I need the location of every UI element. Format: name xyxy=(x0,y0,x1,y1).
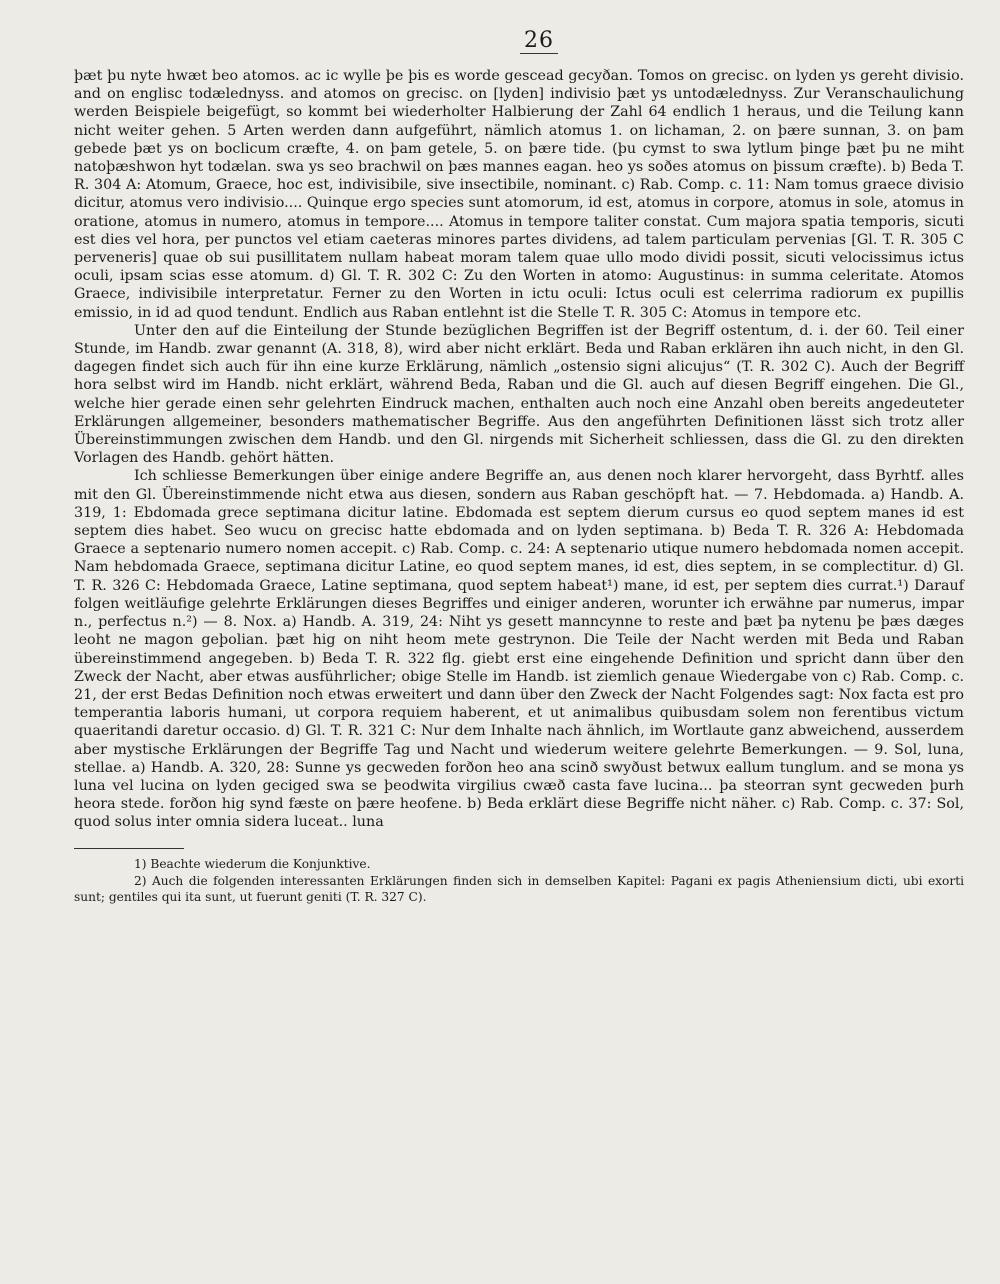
footnote-divider xyxy=(74,848,184,849)
paragraph-2: Unter den auf die Einteilung der Stunde bezüglichen Begriffen ist der Begriff ostentum, d. i. der 60. Teil einer Stunde, im Handb. zwar genannt (A. 318, 8), wird aber nicht erklärt. Beda und Raban erklären ihn auch nicht, in den Gl. dagegen findet sich auch für ihn eine kurze Erklärung, nämlich „ostensio signi alicujus“ (T. R. 302 C). Auch der Begriff hora selbst wird im Handb. nicht erklärt, während Beda, Raban und die Gl. auch auf diesen Begriff eingehen. Die Gl., welche hier gerade einen sehr gelehrten Eindruck machen, enthalten auch noch eine Anzahl oben bereits angedeuteter Erklärungen allgemeiner, besonders mathematischer Begriffe. Aus den angeführten Definitionen lässt sich trotz aller Übereinstimmungen zwischen dem Handb. und den Gl. nirgends mit Sicherheit schliessen, dass die Gl. zu den direkten Vorlagen des Handb. gehört hätten. xyxy=(74,322,964,467)
footnote-2: 2) Auch die folgenden interessanten Erklärungen finden sich in demselben Kapitel: Pagani ex pagis Atheniensium dicti, ubi exorti sunt; gentiles qui ita sunt, ut fuerunt geniti (T. R. 327 C). xyxy=(74,874,964,904)
footnotes xyxy=(74,857,964,906)
footnote-1: 1) Beachte wiederum die Konjunktive. xyxy=(134,856,371,871)
paragraph-1: þæt þu nyte hwæt beo atomos. ac ic wylle þe þis es worde gescead gecyðan. Tomos on grecisc. on lyden ys gereht divisio. and on englisc todælednyss. and atomos on grecisc. on [lyden] indivisio þæt ys untodælednyss. Zur Veranschaulichung werden Beispiele beigefügt, so kommt bei wiederholter Halbierung der Zahl 64 endlich 1 heraus, und die Teilung kann nicht weiter gehen. 5 Arten werden dann aufgeführt, nämlich atomus 1. on lichaman, 2. on þære sunnan, 3. on þam gebede þæt ys on boclicum cræfte, 4. on þam getele, 5. on þære tide. (þu cymst to swa lytlum þinge þæt þu ne miht natoþæshwon hyt todælan. swa ys seo brachwil on þæs mannes eagan. heo ys soðes atomus on þissum cræfte). b) Beda T. R. 304 A: Atomum, Graece, hoc est, indivisibile, sive insectibile, nominant. c) Rab. Comp. c. 11: Nam tomus graece divisio dicitur, atomus vero indivisio.... Quinque ergo species sunt atomorum, id est, atomus in corpore, atomus in sole, atomus in oratione, atomus in numero, atomus in tempore.... Atomus in tempore taliter constat. Cum majora spatia temporis, sicuti est dies vel hora, per punctos vel etiam caeteras minores partes dividens, ad talem particulam pervenias [Gl. T. R. 305 C perveneris] quae ob sui pusillitatem nullam habeat moram talem quae ullo modo dividi possit, sicuti velocissimus ictus oculi, ipsam scias esse atomum. d) Gl. T. R. 302 C: Zu den Worten in atomo: Augustinus: in summa celeritate. Atomos Graece, indivisibile interpretatur. Ferner zu den Worten in ictu oculi: Ictus oculi est celerrima radiorum ex pupillis emissio, in id ad quod tendunt. Endlich aus Raban entlehnt ist die Stelle T. R. 305 C: Atomus in tempore etc. xyxy=(74,68,964,321)
page-number xyxy=(114,28,964,53)
paragraph-3: Ich schliesse Bemerkungen über einige andere Begriffe an, aus denen noch klarer hervorgeht, dass Byrhtf. alles mit den Gl. Übereinstimmende nicht etwa aus diesen, sondern aus Raban geschöpft hat. — 7. Hebdomada. a) Handb. A. 319, 1: Ebdomada grece septimana dicitur latine. Ebdomada est septem dierum cursus eo quod septem manes id est septem dies habet. Seo wucu on grecisc hatte ebdomada and on lyden septimana. b) Beda T. R. 326 A: Hebdomada Graece a septenario numero nomen accepit. c) Rab. Comp. c. 24: A septenario utique numero hebdomada nomen accepit. Nam hebdomada Graece, septimana dicitur Latine, eo quod septem manes, id est, dies septem, in se complectitur. d) Gl. T. R. 326 C: Hebdomada Graece, Latine septimana, quod septem habeat¹) mane, id est, per septem dies currat.¹) Darauf folgen weitläufige gelehrte Erklärungen dieses Begriffes und einiger anderen, worunter ich erwähne par numerus, impar n., perfectus n.²) — 8. Nox. a) Handb. A. 319, 24: Niht ys gesett manncynne to reste and þæt þa nytenu þe þæs dæges leoht ne magon geþolian. þæt hig on niht heom mete gestrynon. Die Teile der Nacht werden mit Beda und Raban übereinstimmend angegeben. b) Beda T. R. 322 flg. giebt erst eine eingehende Definition und spricht dann über den Zweck der Nacht, aber etwas ausführlicher; obige Stelle im Handb. ist ziemlich genaue Wiedergabe von c) Rab. Comp. c. 21, der erst Bedas Definition noch etwas erweitert und dann über den Zweck der Nacht Folgendes sagt: Nox facta est pro temperantia laboris humani, ut corpora requiem haberent, et ut animalibus quibusdam solem non ferentibus victum quaeritandi daretur occasio. d) Gl. T. R. 321 C: Nur dem Inhalte nach ähnlich, im Wortlaute ganz abweichend, ausserdem aber mystische Erklärungen der Begriffe Tag und Nacht und wiederum weitere gelehrte Bemerkungen. — 9. Sol, luna, stellae. a) Handb. A. 320, 28: Sunne ys gecweden forðon heo ana scinð swyðust betwux eallum tunglum. and se mona ys luna vel lucina on lyden geciged swa se þeodwita virgilius cwæð casta fave lucina... þa steorran synt gecweden þurh heora stede. forðon hig synd fæste on þære heofene. b) Beda erklärt diese Begriffe nicht näher. c) Rab. Comp. c. 37: Sol, quod solus inter omnia sidera luceat.. luna xyxy=(74,468,964,831)
page-number-text: 26 xyxy=(520,28,558,54)
body-text xyxy=(74,67,964,832)
